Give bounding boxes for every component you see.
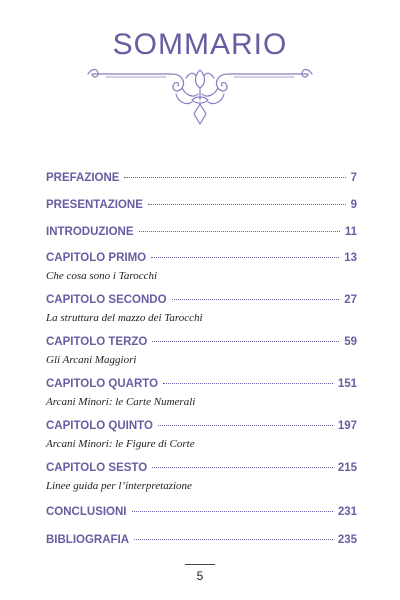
dot-leader [152,467,333,468]
toc-entry-page: 151 [337,378,357,390]
toc-entry-label: BIBLIOGRAFIA [46,534,130,546]
toc-entry-subtitle: Arcani Minori: le Carte Numerali [46,396,196,408]
decorative-flourish-icon [86,66,314,128]
toc-entry-page: 197 [337,420,357,432]
dot-leader [158,425,333,426]
toc-entry[interactable] [46,224,357,240]
page-title: SOMMARIO [112,28,288,61]
toc-entry[interactable] [46,292,357,326]
toc-entry[interactable] [46,504,357,520]
dot-leader [134,539,333,540]
dot-leader [124,177,345,178]
toc-entry-label: PREFAZIONE [46,172,120,184]
toc-entry-page: 7 [350,172,357,184]
toc-entry-label: CAPITOLO QUARTO [46,378,159,390]
dot-leader [172,299,340,300]
toc-entry-page: 9 [350,199,357,211]
toc-entry-label: INTRODUZIONE [46,226,134,238]
page-number: 5 [196,569,204,583]
toc-entry-page: 13 [344,252,357,264]
toc-entry-label: CAPITOLO SESTO [46,462,148,474]
toc-entry[interactable] [46,460,357,494]
toc-entry-page: 27 [344,294,357,306]
toc-entry-label: CONCLUSIONI [46,506,127,518]
dot-leader [152,341,339,342]
toc-entry[interactable] [46,532,357,548]
toc-entry-subtitle: Arcani Minori: le Figure di Corte [46,438,195,450]
toc-entry-page: 231 [337,506,357,518]
toc-entry[interactable] [46,376,357,410]
toc-entry-label: CAPITOLO TERZO [46,336,148,348]
table-of-contents [46,170,357,548]
dot-leader [151,257,339,258]
toc-entry-subtitle: La struttura del mazzo dei Tarocchi [46,312,203,324]
page-number-rule [185,564,215,565]
dot-leader [148,204,346,205]
toc-entry-subtitle: Gli Arcani Maggiori [46,354,137,366]
toc-entry-label: PRESENTAZIONE [46,199,143,211]
toc-entry-label: CAPITOLO QUINTO [46,420,153,432]
toc-entry[interactable] [46,418,357,452]
dot-leader [163,383,333,384]
toc-entry-label: CAPITOLO SECONDO [46,294,167,306]
toc-entry-label: CAPITOLO PRIMO [46,252,147,264]
toc-entry-page: 59 [344,336,357,348]
dot-leader [132,511,333,512]
toc-entry-subtitle: Linee guida per l’interpretazione [46,480,192,492]
dot-leader [139,231,340,232]
toc-entry-subtitle: Che cosa sono i Tarocchi [46,270,158,282]
toc-entry-page: 11 [344,226,357,238]
toc-entry[interactable] [46,197,357,213]
toc-entry[interactable] [46,334,357,368]
toc-entry-page: 215 [337,462,357,474]
toc-entry-page: 235 [337,534,357,546]
toc-entry[interactable] [46,170,357,186]
toc-entry[interactable] [46,250,357,284]
